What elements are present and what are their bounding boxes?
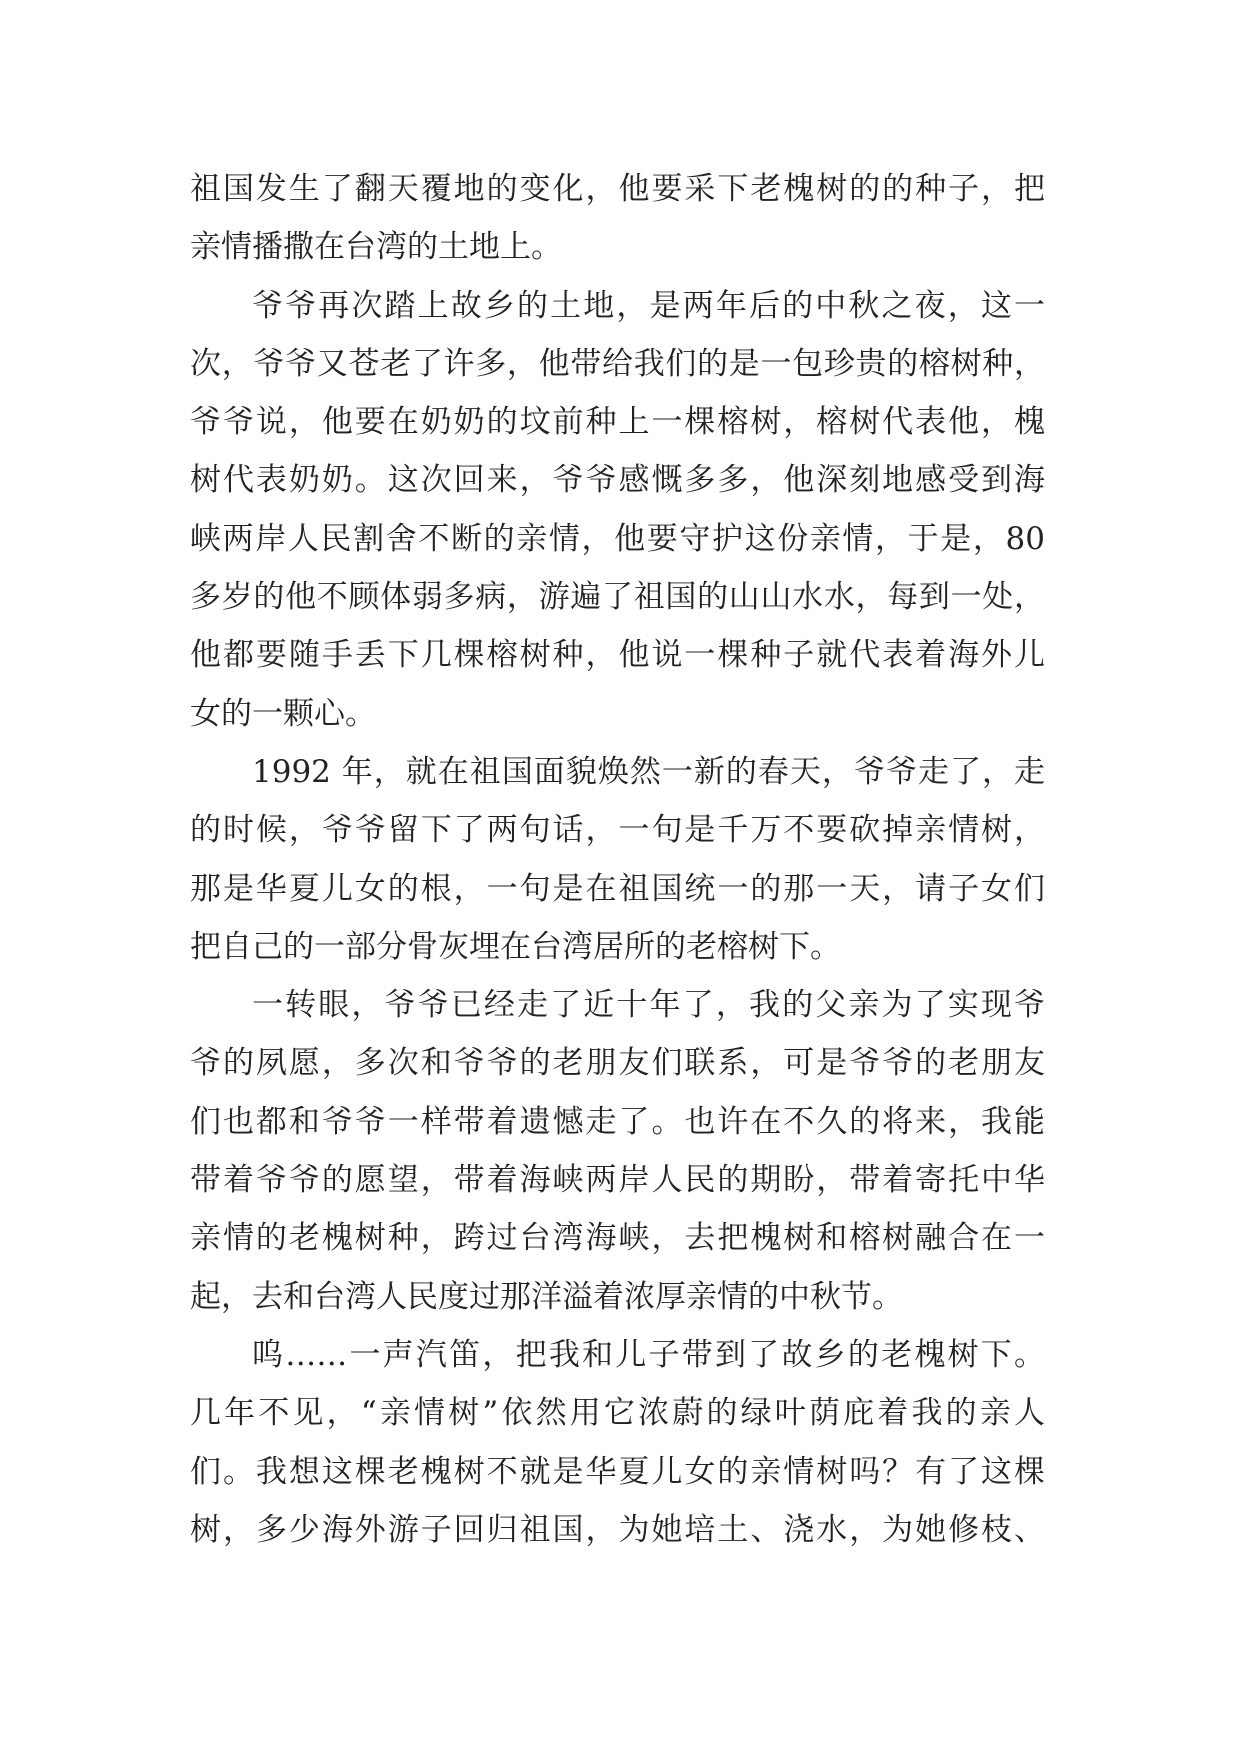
text-line: 他都要随手丢下几棵榕树种，他说一棵种子就代表着海外儿	[190, 637, 1045, 674]
text-line: 把自己的一部分骨灰埋在台湾居所的老榕树下。	[190, 928, 841, 965]
text-line: 树代表奶奶。这次回来，爷爷感慨多多，他深刻地感受到海	[190, 462, 1045, 499]
text-line: 带着爷爷的愿望，带着海峡两岸人民的期盼，带着寄托中华	[190, 1162, 1045, 1199]
text-line: 亲情的老槐树种，跨过台湾海峡，去把槐树和榕树融合在一	[190, 1220, 1045, 1257]
text-line: 1992 年，就在祖国面貌焕然一新的春天，爷爷走了，走	[252, 753, 1045, 790]
text-line: 几年不见，“亲情树”依然用它浓蔚的绿叶荫庇着我的亲人	[190, 1395, 1045, 1432]
text-line: 亲情播撒在台湾的土地上。	[190, 229, 562, 266]
text-line: 爷的夙愿，多次和爷爷的老朋友们联系，可是爷爷的老朋友	[190, 1045, 1045, 1082]
text-line: 一转眼，爷爷已经走了近十年了，我的父亲为了实现爷	[252, 987, 1045, 1024]
text-line: 们。我想这棵老槐树不就是华夏儿女的亲情树吗？有了这棵	[190, 1453, 1045, 1490]
text-line: 祖国发生了翻天覆地的变化，他要采下老槐树的的种子，把	[190, 171, 1045, 207]
text-line: 那是华夏儿女的根，一句是在祖国统一的那一天，请子女们	[190, 870, 1045, 907]
text-line: 次，爷爷又苍老了许多，他带给我们的是一包珍贵的榕树种，	[190, 345, 1045, 382]
text-line: 爷爷说，他要在奶奶的坟前种上一棵榕树，榕树代表他，槐	[190, 404, 1045, 441]
text-line: 们也都和爷爷一样带着遗憾走了。也许在不久的将来，我能	[190, 1103, 1045, 1140]
text-line: 多岁的他不顾体弱多病，游遍了祖国的山山水水，每到一处，	[190, 579, 1045, 616]
text-line: 爷爷再次踏上故乡的土地，是两年后的中秋之夜，这一	[252, 287, 1045, 324]
text-line: 呜……一声汽笛，把我和儿子带到了故乡的老槐树下。	[252, 1336, 1045, 1373]
text-line: 的时候，爷爷留下了两句话，一句是千万不要砍掉亲情树，	[190, 812, 1045, 849]
text-line: 女的一颗心。	[190, 695, 376, 732]
text-line: 起，去和台湾人民度过那洋溢着浓厚亲情的中秋节。	[190, 1278, 903, 1315]
text-line: 峡两岸人民割舍不断的亲情，他要守护这份亲情，于是，80	[190, 520, 1045, 557]
body-text	[190, 160, 1070, 1559]
text-line: 树，多少海外游子回归祖国，为她培土、浇水，为她修枝、	[190, 1511, 1045, 1548]
